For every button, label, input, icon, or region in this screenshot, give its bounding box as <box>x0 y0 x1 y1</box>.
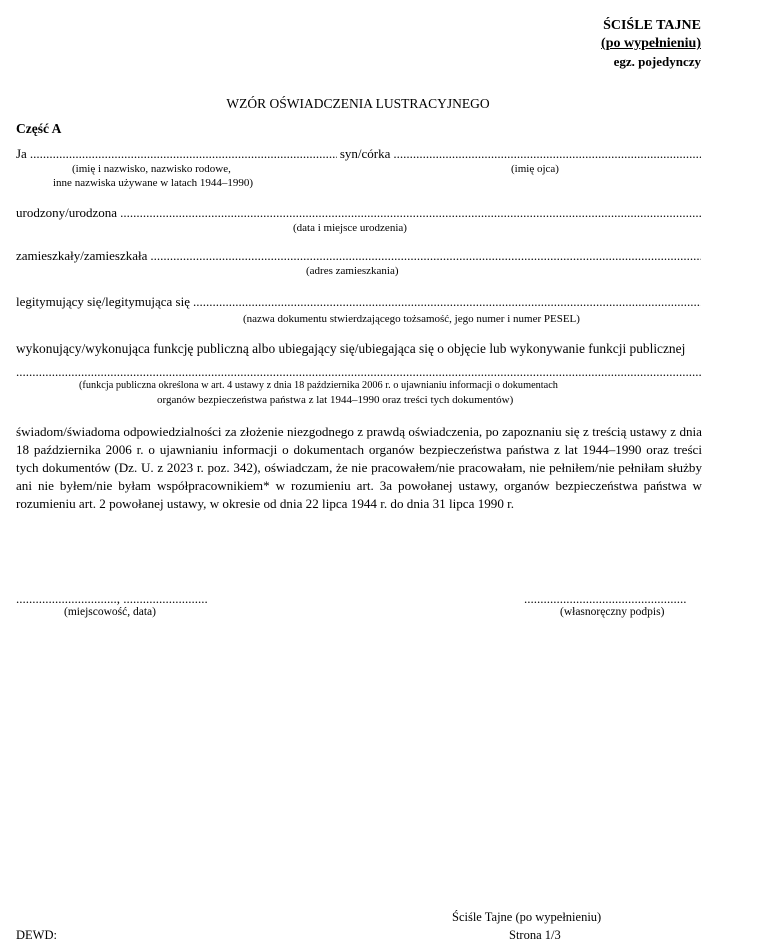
name-caption-2: inne nazwiska używane w latach 1944–1990) <box>53 177 254 189</box>
id-row <box>16 294 701 310</box>
section-heading: Część A <box>16 121 62 136</box>
birth-field[interactable] <box>120 205 701 221</box>
footer-dewd: DEWD: <box>16 928 57 942</box>
classification-line-3: egz. pojedynczy <box>613 54 701 69</box>
id-label: legitymujący się/legitymująca się <box>16 294 191 309</box>
classification-line-2: (po wypełnieniu) <box>601 36 701 51</box>
signature-field[interactable]: .................................................. <box>524 591 687 606</box>
function-field[interactable] <box>16 364 701 380</box>
residence-caption: (adres zamieszkania) <box>306 265 399 277</box>
classification-line-1: ŚCIŚLE TAJNE <box>603 18 701 33</box>
function-text: wykonujący/wykonująca funkcję publiczną albo ubiegający się/ubiegająca się o objęcie lub wykonywanie funkcji publicznej <box>16 341 686 356</box>
syn-corka-label: syn/córka <box>339 146 391 161</box>
footer-page-number: Strona 1/3 <box>509 928 561 942</box>
residence-field[interactable] <box>150 248 701 264</box>
name-caption-1: (imię i nazwisko, nazwisko rodowe, <box>72 163 231 175</box>
father-name-field[interactable] <box>393 146 701 162</box>
name-field[interactable] <box>30 146 337 162</box>
footer-classification: Ściśle Tajne (po wypełnieniu) <box>452 910 602 924</box>
place-date-field[interactable]: ..............................., .......................... <box>16 591 208 606</box>
declaration-paragraph: świadom/świadoma odpowiedzialności za złożenie niezgodnego z prawdą oświadczenia, po zapoznaniu się z treścią ustawy z dnia 18 października 2006 r. o ujawnianiu informacji o dokumentach organów bezpieczeństwa państwa z lat 1944–1990 oraz treści tych dokumentów (Dz. U. z 2023 r. poz. 342), oświadczam, że nie pracowałem/nie pracowałam, nie pełniłem/nie pełniłam służby ani nie byłem/nie byłam współpracownikiem* w rozumieniu art. 3a powołanej ustawy, organów bezpieczeństwa państwa w rozumieniu art. 2 powołanej ustawy, w okresie od dnia 22 lipca 1944 r. do dnia 31 lipca 1990 r. <box>16 424 702 511</box>
id-caption: (nazwa dokumentu stwierdzającego tożsamość, jego numer i numer PESEL) <box>243 313 580 325</box>
name-row <box>16 146 701 162</box>
function-caption-1: (funkcja publiczna określona w art. 4 ustawy z dnia 18 października 2006 r. o ujawnianiu informacji o dokumentach <box>79 380 558 391</box>
father-caption: (imię ojca) <box>511 163 559 175</box>
born-label: urodzony/urodzona <box>16 205 118 220</box>
born-caption: (data i miejsce urodzenia) <box>293 222 407 234</box>
id-field[interactable] <box>193 294 701 310</box>
birth-row <box>16 205 701 221</box>
residence-row <box>16 248 701 264</box>
classification-label <box>601 17 701 71</box>
function-row <box>16 364 701 380</box>
place-date-caption: (miejscowość, data) <box>64 606 156 618</box>
function-caption-2: organów bezpieczeństwa państwa z lat 1944–1990 oraz treści tych dokumentów) <box>157 394 514 406</box>
document-title: WZÓR OŚWIADCZENIA LUSTRACYJNEGO <box>226 96 490 111</box>
ja-label: Ja <box>16 146 27 161</box>
residence-label: zamieszkały/zamieszkała <box>16 248 148 263</box>
signature-caption: (własnoręczny podpis) <box>560 606 665 618</box>
